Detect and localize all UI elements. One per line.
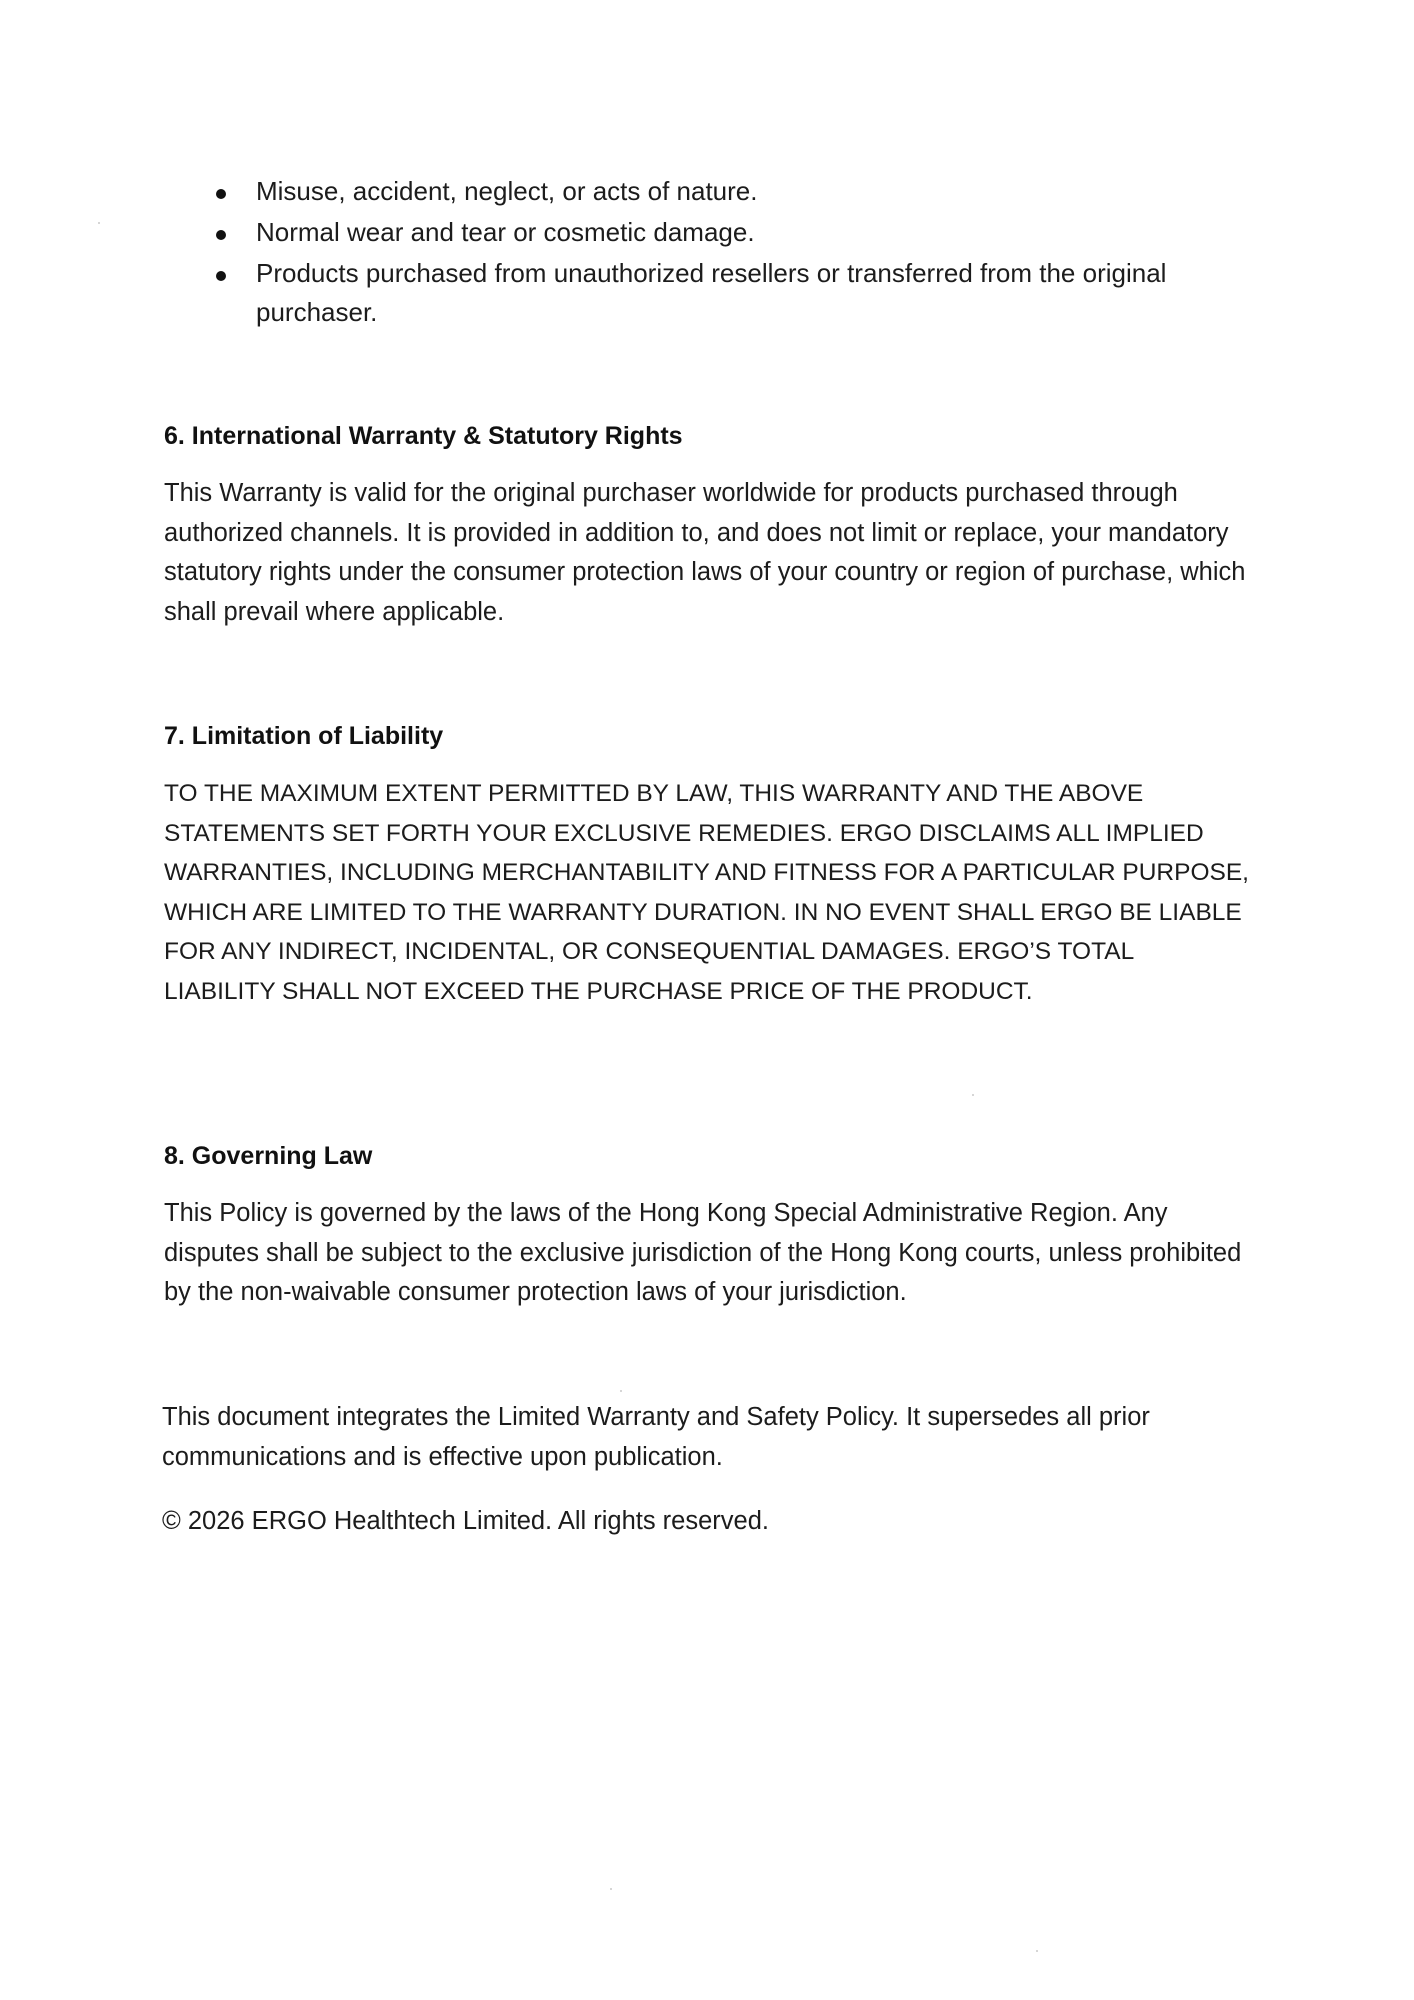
section-international-warranty (164, 420, 1249, 632)
list-item: Misuse, accident, neglect, or acts of nature. (214, 172, 1234, 211)
copyright-notice: © 2026 ERGO Healthtech Limited. All rights reserved. (162, 1507, 769, 1535)
section-body: This Policy is governed by the laws of the Hong Kong Special Administrative Region. Any disputes shall be subject to the exclusive jurisdiction of the Hong Kong courts, unless prohibited by the non-waivable consumer protection laws of your jurisdiction. (164, 1199, 1242, 1306)
section-heading: 7. Limitation of Liability (164, 722, 444, 750)
section-heading: 6. International Warranty & Statutory Rights (164, 422, 683, 450)
integration-note: This document integrates the Limited Warranty and Safety Policy. It supersedes all prior communications and is effective upon publication. (162, 1403, 1150, 1471)
section-body: This Warranty is valid for the original purchaser worldwide for products purchased through authorized channels. It is provided in addition to, and does not limit or replace, your mandatory statutory rights under the consumer protection laws of your country or region of purchase, which shall prevail where applicable. (164, 479, 1246, 626)
scan-speck (620, 1390, 622, 1392)
scan-speck (972, 1094, 974, 1096)
scan-speck (610, 1888, 612, 1890)
list-item: Normal wear and tear or cosmetic damage. (214, 213, 1234, 252)
section-limitation-of-liability (164, 720, 1249, 1011)
scan-speck (1036, 1950, 1038, 1952)
scan-speck (98, 222, 100, 224)
section-governing-law (164, 1140, 1249, 1313)
exclusions-list (214, 172, 1234, 334)
section-body: TO THE MAXIMUM EXTENT PERMITTED BY LAW, THIS WARRANTY AND THE ABOVE STATEMENTS SET FORTH YOUR EXCLUSIVE REMEDIES. ERGO DISCLAIMS ALL IMPLIED WARRANTIES, INCLUDING MERCHANTABILITY AND FITNESS FOR A PARTICULAR PURPOSE, WHICH ARE LIMITED TO THE WARRANTY DURATION. IN NO EVENT SHALL ERGO BE LIABLE FOR ANY INDIRECT, INCIDENTAL, OR CONSEQUENTIAL DAMAGES. ERGO’S TOTAL LIABILITY SHALL NOT EXCEED THE PURCHASE PRICE OF THE PRODUCT. (164, 780, 1249, 1005)
list-item: Products purchased from unauthorized resellers or transferred from the original purchaser. (214, 254, 1234, 332)
section-heading: 8. Governing Law (164, 1142, 373, 1170)
